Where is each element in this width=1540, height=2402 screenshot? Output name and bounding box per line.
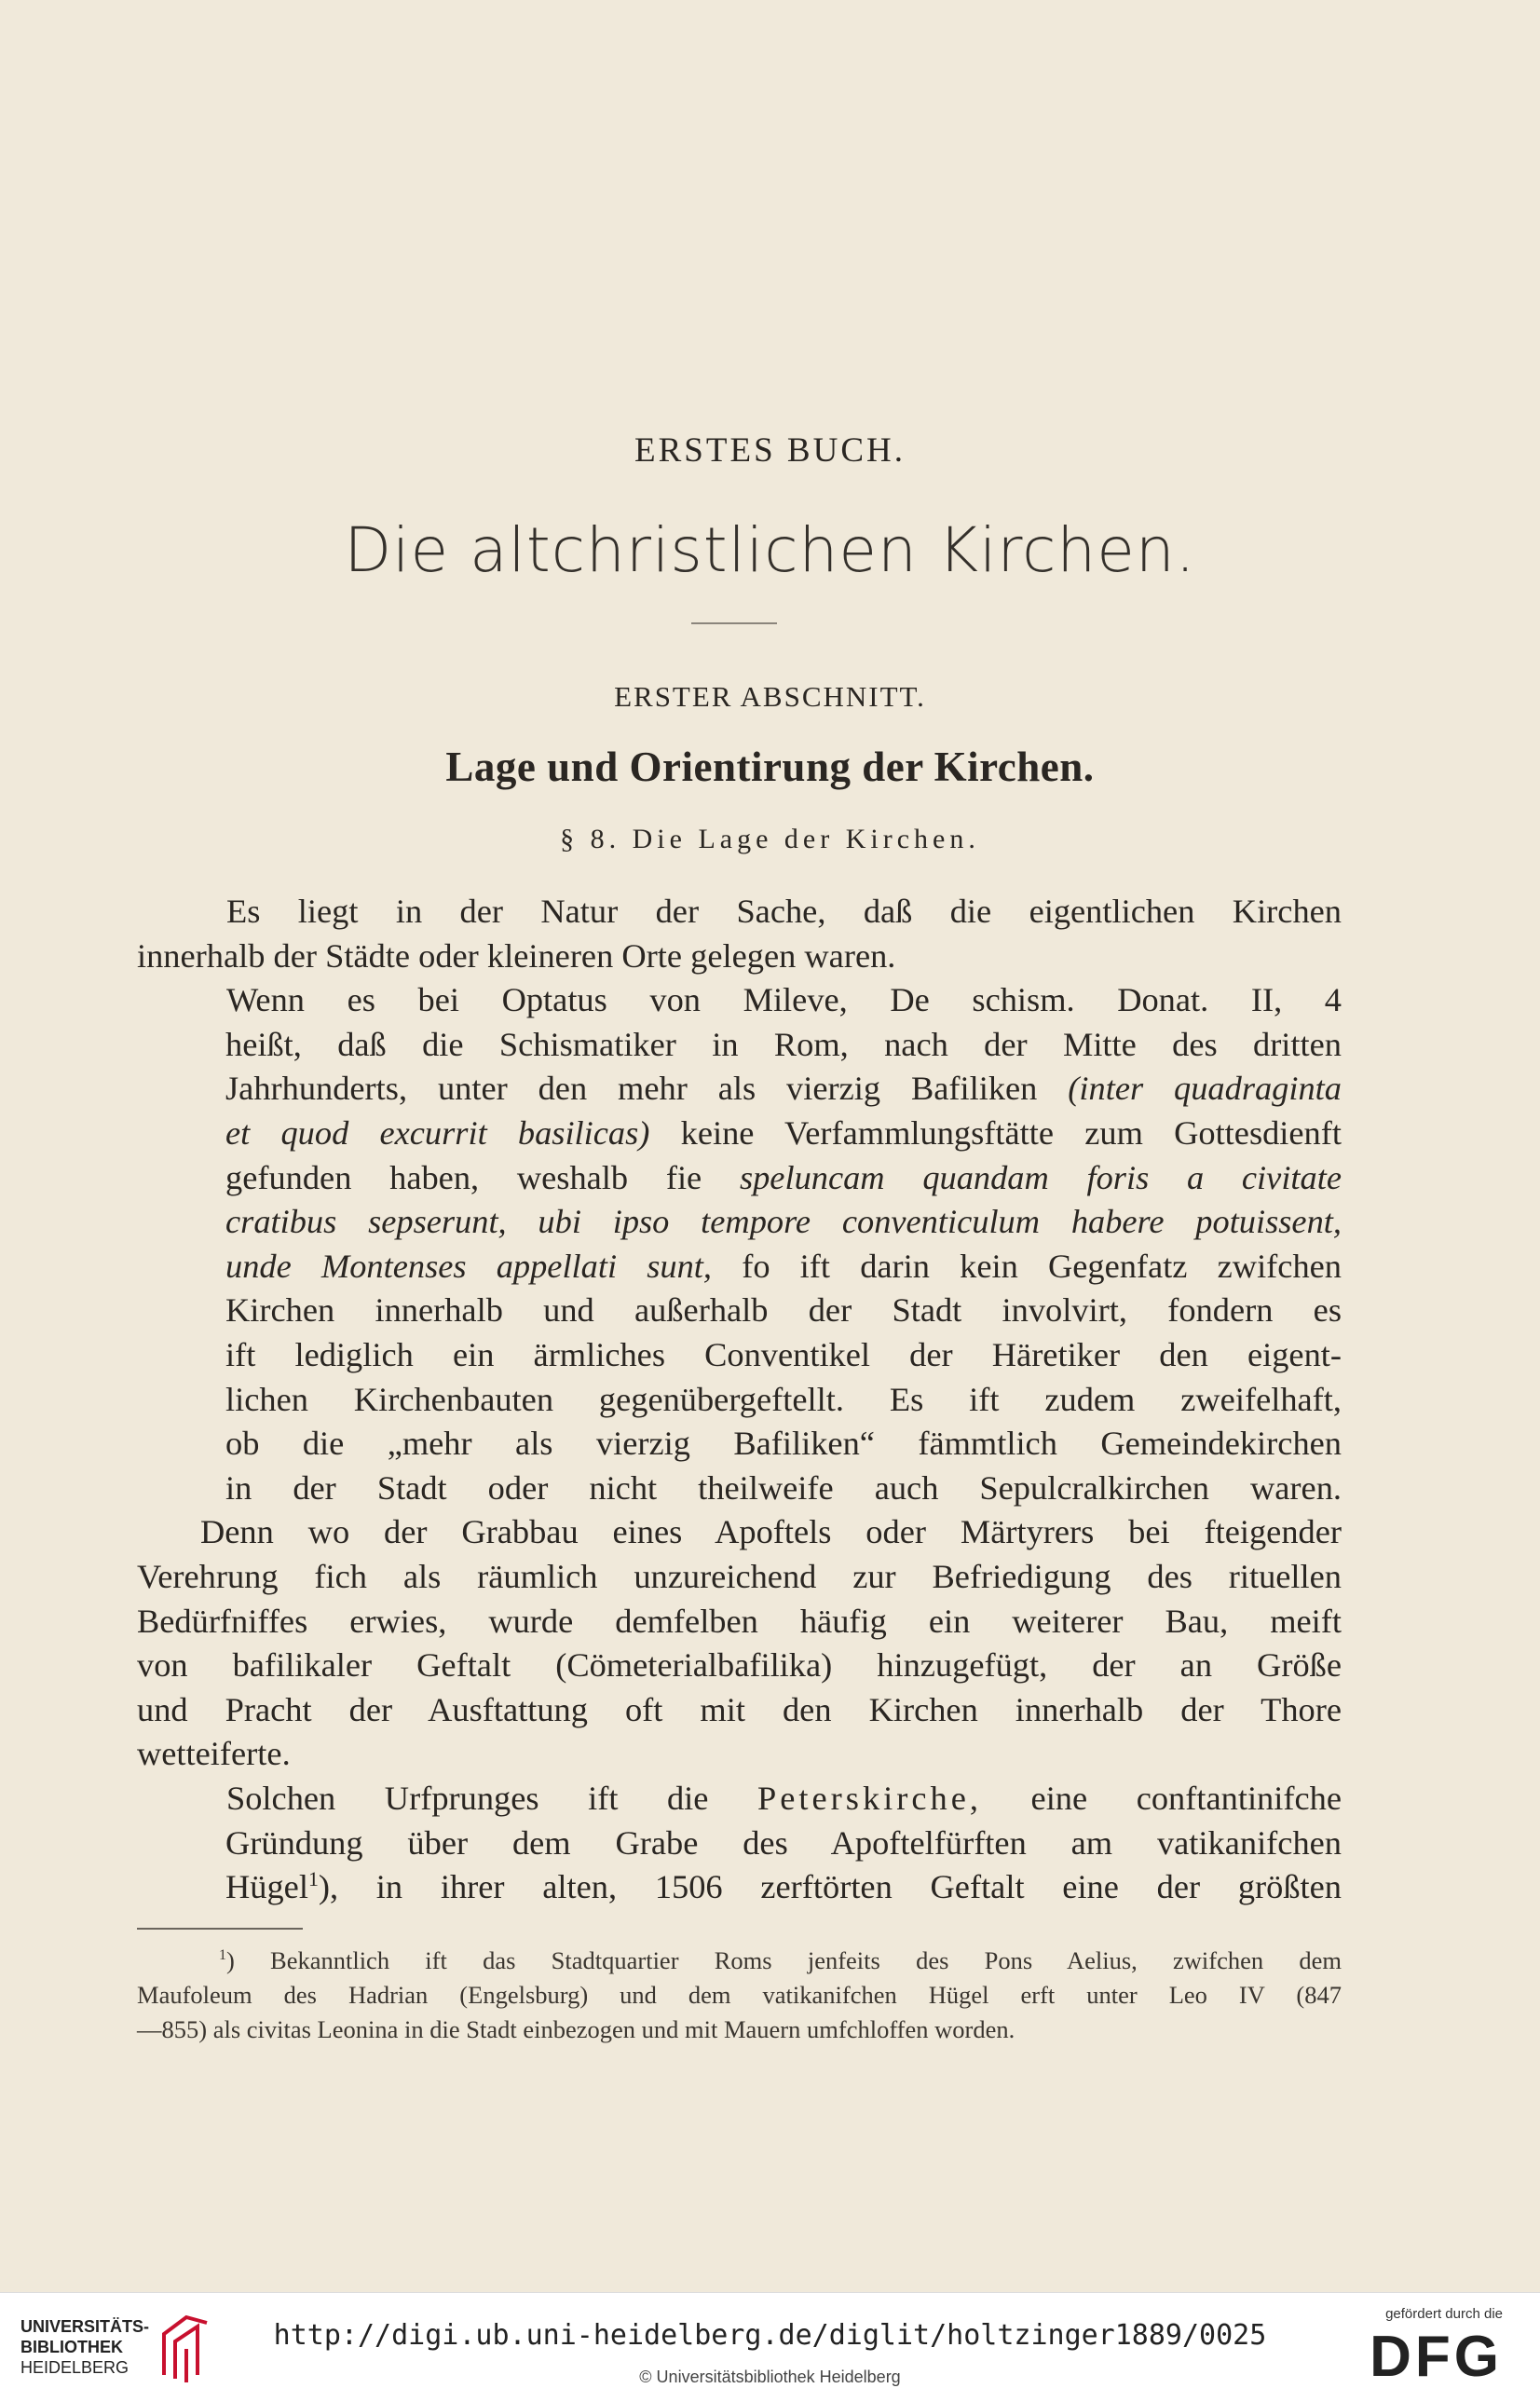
dfg-logo[interactable]: DFG [1370, 2325, 1503, 2389]
section-title: ERSTER ABSCHNITT. [614, 680, 926, 713]
text-span: Jahrhunderts, unter den mehr als vierzig Bafiliken [225, 1070, 1038, 1108]
permalink-url[interactable]: http://digi.ub.uni-heidelberg.de/diglit/holtzinger1889/0025 [273, 2319, 1267, 2352]
text-line: Bedürfniffes erwies, wurde demfelben häufig ein weiterer Bau, meift [137, 1602, 1342, 1640]
footer-bar [0, 2292, 1540, 2402]
text-line: heißt, daß die Schismatiker in Rom, nach der Mitte des dritten [225, 1025, 1342, 1063]
footnote-marker: 1 [219, 1947, 226, 1964]
text-line: in der Stadt oder nicht theilweife auch Sepulcralkirchen waren. [225, 1468, 1342, 1507]
text-line: und Pracht der Ausftattung oft mit den Kirchen innerhalb der Thore [137, 1690, 1342, 1728]
text-span: fo ift darin kein Gegenfatz zwifchen [742, 1247, 1342, 1285]
text-line: Wenn es bei Optatus von Mileve, De schism. Donat. II, 4 [226, 981, 1342, 1019]
footnote-line: —855) als civitas Leonina in die Stadt einbezogen und mit Mauern umfchloffen worden. [137, 2015, 1015, 2043]
text-line: Kirchen innerhalb und außerhalb der Stadt involvirt, fondern es [225, 1291, 1342, 1330]
text-line: Denn wo der Grabbau eines Apoftels oder Märtyrers bei fteigender [200, 1513, 1342, 1551]
library-name-line: HEIDELBERG [20, 2358, 129, 2377]
footnote-line: Maufoleum des Hadrian (Engelsburg) und dem vatikanifchen Hügel erft unter Leo IV (847 [137, 1981, 1342, 2009]
text-span: ), in ihrer alten, 1506 zerftörten Geftalt eine der größten [318, 1868, 1342, 1906]
text-line: Verehrung fich als räumlich unzureichend zur Befriedigung des rituellen [137, 1558, 1342, 1595]
text-line [137, 1067, 1342, 1112]
footnote-divider [137, 1928, 303, 1930]
text-span: gefunden haben, weshalb fie [225, 1158, 702, 1196]
text-line: Es liegt in der Natur der Sache, daß die eigentlichen Kirchen [226, 893, 1342, 930]
footnote-line [137, 1944, 1342, 1978]
text-line: wetteiferte. [137, 1735, 291, 1773]
latin-quote: unde Montenses appellati sunt, [225, 1247, 713, 1285]
latin-quote: (inter quadraginta [1068, 1070, 1342, 1108]
latin-quote: et quod excurrit basilicas) [225, 1114, 650, 1152]
text-line: lichen Kirchenbauten gegenübergeftellt. Es ift zudem zweifelhaft, [225, 1380, 1342, 1418]
text-line: Gründung über dem Grabe des Apoftelfürften am vatikanifchen [225, 1823, 1342, 1862]
footnote-reference: 1 [307, 1868, 319, 1891]
library-name-line: UNIVERSITÄTS- [20, 2317, 150, 2336]
text-line [137, 1156, 1342, 1201]
text-line [137, 1245, 1342, 1290]
text-line: cratibus sepserunt, ubi ipso tempore conventiculum habere potuissent, [225, 1203, 1342, 1241]
latin-quote: speluncam quandam foris a civitate [739, 1158, 1342, 1196]
text-line [137, 1777, 1342, 1822]
text-line: von bafilikaler Geftalt (Cömeterialbafilika) hinzugefügt, der an Größe [137, 1646, 1342, 1685]
text-line [137, 1112, 1342, 1156]
funding-caption: gefördert durch die [1385, 2306, 1503, 2322]
chapter-title: Die altchristlichen Kirchen. [344, 514, 1196, 586]
paragraph-title: § 8. Die Lage der Kirchen. [560, 824, 980, 854]
text-span: Solchen Urfprunges ift die [226, 1780, 709, 1817]
text-line [137, 1865, 1342, 1910]
library-name-line: BIBLIOTHEK [20, 2338, 123, 2356]
section-heading: Lage und Orientirung der Kirchen. [445, 744, 1095, 790]
book-title: ERSTES BUCH. [634, 431, 906, 470]
text-line: ob die „mehr als vierzig Bafiliken“ fämmtlich Gemeindekirchen [225, 1425, 1342, 1463]
emphasized-term: Peterskirche, [757, 1780, 982, 1817]
copyright-notice: © Universitätsbibliothek Heidelberg [639, 2368, 901, 2386]
text-line: ift lediglich ein ärmliches Conventikel der Häretiker den eigent- [225, 1336, 1342, 1373]
text-span: keine Verfammlungsftätte zum Gottesdienft [680, 1114, 1342, 1152]
text-line: innerhalb der Städte oder kleineren Orte gelegen waren. [137, 936, 896, 975]
text-span: Hügel [225, 1868, 308, 1906]
text-span: eine conftantinifche [1030, 1780, 1342, 1817]
title-divider [691, 622, 777, 624]
text-span: ) Bekanntlich ift das Stadtquartier Roms jenfeits des Pons Aelius, zwifchen dem [225, 1946, 1342, 1974]
